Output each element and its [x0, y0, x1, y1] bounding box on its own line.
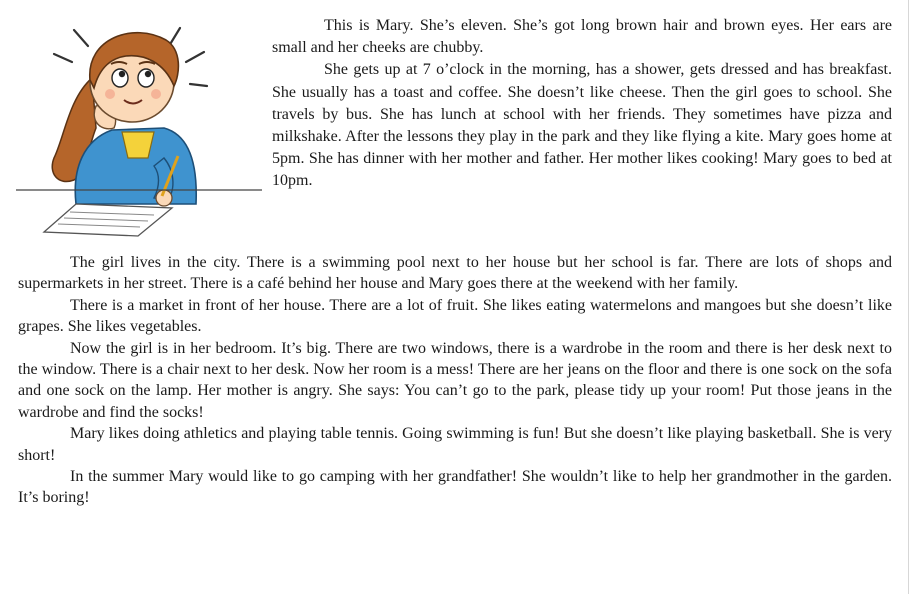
- girl-thinking-illustration: [14, 8, 264, 240]
- page-edge-divider: [908, 0, 909, 594]
- intro-text-block: [272, 15, 892, 193]
- paragraph-bedroom: Now the girl is in her bedroom. It’s big. There are two windows, there is a wardrobe in the room and there is her desk next to the window. There is a chair next to her desk. Now her room is a mess! There are her jeans on the floor and there is one sock on the sofa and one sock on the lamp. Her mother is angry. She says: You can’t go to the park, please tidy up your room! Put those jeans in the wardrobe and find the socks!: [18, 339, 892, 421]
- paragraph-daily-routine: She gets up at 7 o’clock in the morning, has a shower, gets dressed and has breakfast. She usually has a toast and coffee. She doesn’t like cheese. Then the girl goes to school. She travels by bus. She has lunch at school with her friends. They sometimes have pizza and milkshake. After the lessons they play in the park and they like flying a kite. Mary goes home at 5pm. She has dinner with her mother and father. Her mother likes cooking! Mary goes to bed at 10pm.: [272, 61, 892, 190]
- paragraph-city: The girl lives in the city. There is a swimming pool next to her house but her school is far. There are lots of shops and supermarkets in her street. There is a café behind her house and Mary goes there at the weekend with her family.: [18, 254, 892, 293]
- paragraph-sports: Mary likes doing athletics and playing table tennis. Going swimming is fun! But she doesn’t like playing basketball. She is very short!: [18, 425, 892, 464]
- main-text-block: [18, 252, 892, 509]
- paragraph-intro: This is Mary. She’s eleven. She’s got long brown hair and brown eyes. Her ears are small and her cheeks are chubby.: [272, 17, 892, 57]
- paragraph-summer: In the summer Mary would like to go camping with her grandfather! She wouldn’t like to help her grandmother in the garden. It’s boring!: [18, 468, 892, 507]
- girl-thinking-at-desk-icon: [14, 8, 264, 240]
- paragraph-market: There is a market in front of her house. There are a lot of fruit. She likes eating watermelons and mangoes but she doesn’t like grapes. She likes vegetables.: [18, 296, 892, 336]
